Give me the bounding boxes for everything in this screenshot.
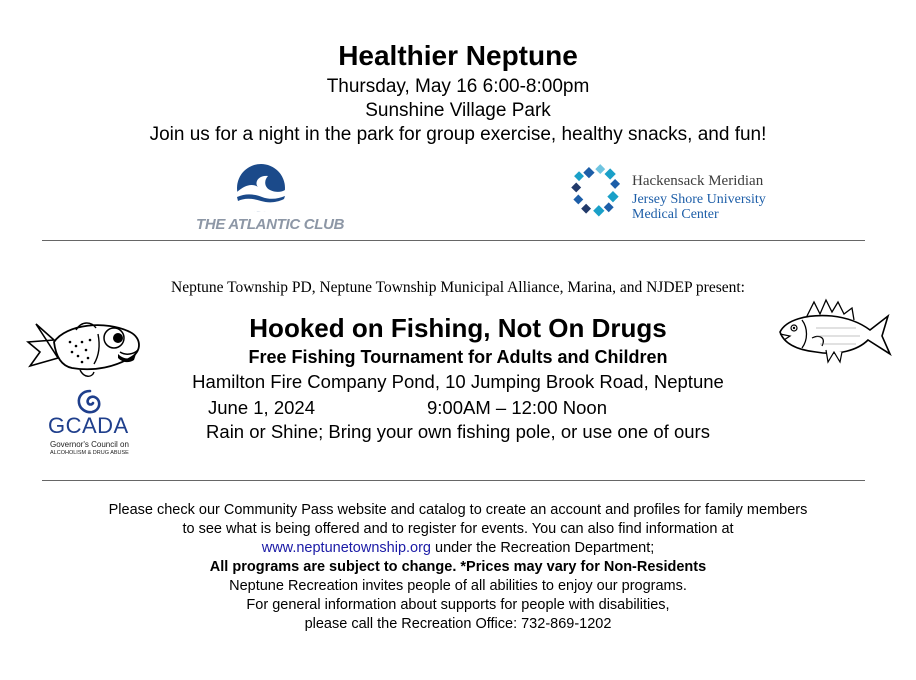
- fishing-presenters: Neptune Township PD, Neptune Township Municipal Alliance, Marina, and NJDEP present:: [171, 279, 745, 296]
- hackensack-diamond-logo-icon: [568, 163, 624, 219]
- info-line-1: Please check our Community Pass website and catalog to create an account and profiles for family members: [108, 502, 808, 518]
- atlantic-wave-logo-icon: [236, 163, 286, 213]
- fishing-location: Hamilton Fire Company Pond, 10 Jumping Brook Road, Neptune: [192, 371, 724, 392]
- fishing-title: Hooked on Fishing, Not On Drugs: [249, 313, 667, 343]
- info-line-7: please call the Recreation Office: 732-869-1202: [304, 616, 612, 632]
- event-dateline: Thursday, May 16 6:00-8:00pm: [326, 76, 590, 97]
- info-line-5: Neptune Recreation invites people of all abilities to enjoy our programs.: [229, 578, 687, 594]
- event-venue: Sunshine Village Park: [365, 100, 551, 121]
- event-title: Healthier Neptune: [338, 40, 578, 71]
- cartoon-fish-left-icon: [26, 318, 144, 382]
- divider-bottom: [42, 480, 865, 481]
- info-line-3: [0, 539, 916, 559]
- fishing-subtitle: Free Fishing Tournament for Adults and Children: [248, 347, 668, 367]
- info-line-2: to see what is being offered and to register for events. You can also find information at: [182, 521, 734, 537]
- fishing-date: June 1, 2024: [208, 397, 315, 418]
- fishing-time: 9:00AM – 12:00 Noon: [427, 397, 607, 418]
- atlantic-club-name: THE ATLANTIC CLUB: [196, 216, 345, 233]
- divider-top: [42, 240, 865, 241]
- event-invite: Join us for a night in the park for group exercise, healthy snacks, and fun!: [149, 124, 767, 145]
- neptune-website-link[interactable]: www.neptunetownship.org: [261, 540, 431, 556]
- hackensack-name: Hackensack Meridian: [632, 173, 764, 189]
- hackensack-subtitle-2: Medical Center: [632, 207, 719, 222]
- fishing-rain-note: Rain or Shine; Bring your own fishing pole, or use one of ours: [206, 421, 710, 442]
- gcada-swirl-logo-icon: [76, 389, 104, 415]
- info-notice: All programs are subject to change. *Prices may vary for Non-Residents: [209, 559, 707, 575]
- gcada-subtitle-1: Governor's Council on: [50, 440, 129, 449]
- info-line-3-text: under the Recreation Department;: [431, 540, 655, 556]
- gcada-subtitle-2: ALCOHOLISM & DRUG ABUSE: [50, 450, 129, 456]
- info-line-6: For general information about supports for people with disabilities,: [246, 597, 670, 613]
- hackensack-subtitle-1: Jersey Shore University: [632, 192, 766, 207]
- gcada-wordmark: GCADA: [48, 413, 129, 438]
- fish-drawing-right-icon: [776, 298, 892, 368]
